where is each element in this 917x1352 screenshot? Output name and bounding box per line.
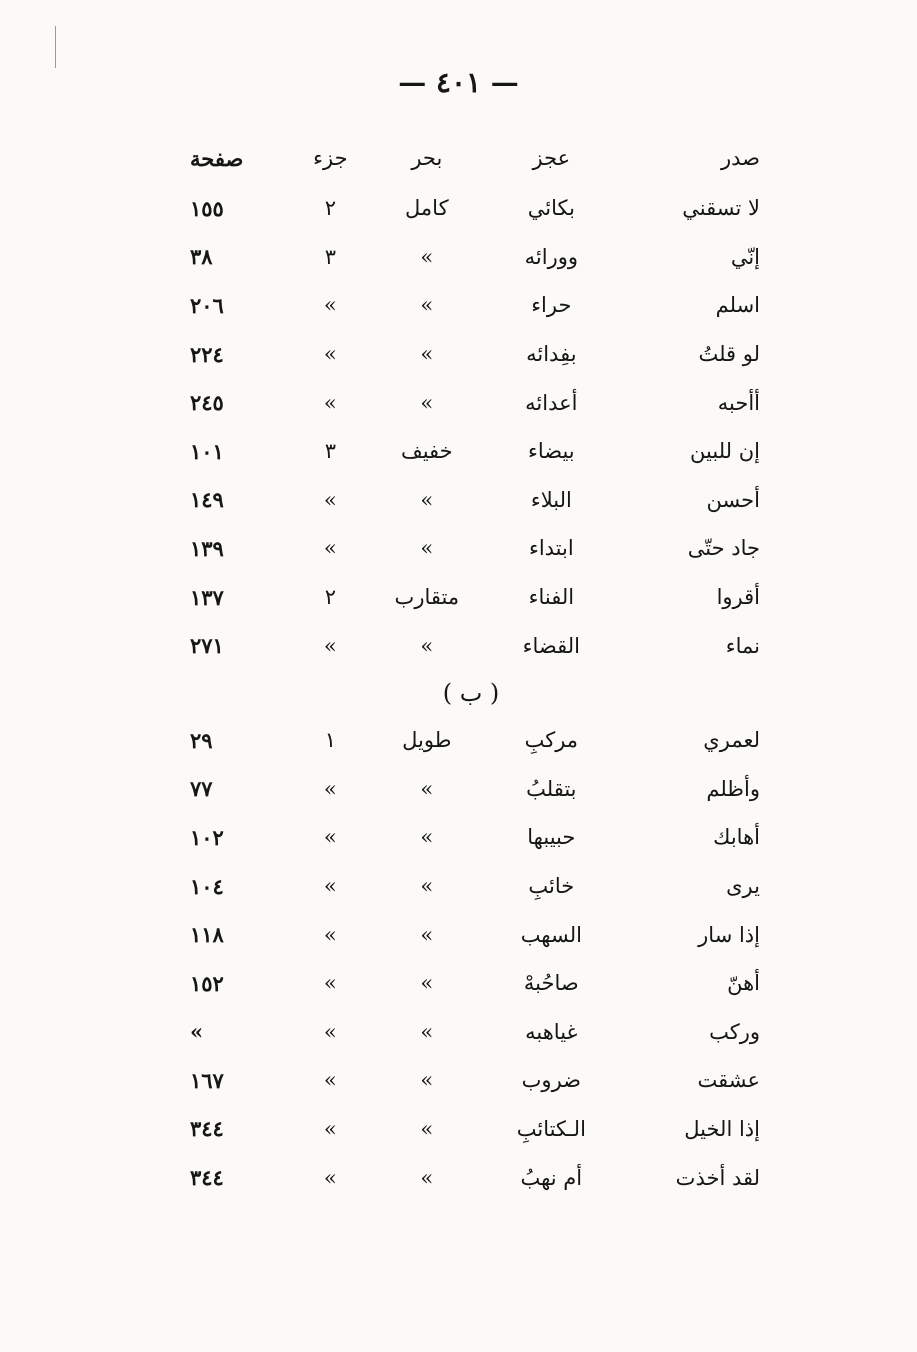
table-row	[162, 573, 780, 622]
cell-ajz: أم نهبُ	[520, 1165, 583, 1190]
cell-ajz: مركبِ	[524, 728, 579, 753]
cell-page: ١٦٧	[190, 1067, 224, 1093]
cell-ajz: ابتداء	[528, 536, 574, 561]
table-row	[162, 1153, 780, 1202]
table-row	[162, 281, 780, 330]
cell-sadr: إن للبين	[690, 439, 760, 464]
cell-juz: »	[323, 922, 337, 947]
cell-sadr: لو قلتُ	[698, 342, 760, 367]
header-row	[162, 132, 780, 184]
cell-juz: »	[323, 536, 337, 561]
cell-sadr: لعمري	[703, 728, 760, 753]
cell-bahr: طويل	[402, 728, 452, 753]
table-row	[162, 524, 780, 573]
cell-ajz: بكائي	[527, 196, 575, 221]
cell-page: ٣٤٤	[190, 1165, 224, 1191]
table-row	[162, 427, 780, 476]
section-heading: ( ب )	[442, 678, 500, 707]
cell-sadr: وركب	[709, 1019, 760, 1044]
cell-bahr: »	[420, 536, 434, 561]
header-sadr: صدر	[721, 146, 760, 170]
table-row	[162, 621, 780, 670]
margin-mark	[55, 26, 56, 68]
verse-index-table	[162, 132, 780, 1202]
header-bahr: بحر	[411, 146, 443, 170]
cell-page: ٢٠٦	[190, 292, 224, 318]
cell-juz: »	[323, 633, 337, 658]
table-row	[162, 378, 780, 427]
cell-bahr: »	[420, 633, 434, 658]
cell-page: ١٥٢	[190, 970, 224, 996]
cell-bahr: »	[420, 1165, 434, 1190]
cell-juz: »	[323, 390, 337, 415]
cell-juz: »	[323, 971, 337, 996]
cell-juz: »	[323, 1068, 337, 1093]
cell-page: ١١٨	[190, 922, 224, 948]
cell-page: ١٠١	[190, 438, 224, 464]
cell-ajz: غياهبه	[525, 1019, 578, 1044]
cell-sadr: أهنّ	[727, 971, 760, 996]
cell-ajz: ضروب	[521, 1068, 581, 1093]
cell-juz: »	[323, 874, 337, 899]
cell-juz: ٣	[324, 244, 336, 269]
header-page: صفحة	[190, 145, 244, 171]
cell-page: ٢٤٥	[190, 390, 224, 416]
cell-bahr: متقارب	[394, 585, 460, 610]
cell-page: ٢٩	[190, 727, 213, 753]
cell-sadr: لا تسقني	[682, 196, 760, 221]
cell-bahr: »	[420, 825, 434, 850]
cell-page: ١٣٩	[190, 535, 224, 561]
cell-bahr: »	[420, 1019, 434, 1044]
cell-sadr: جاد حتّى	[687, 536, 760, 561]
header-ajz: عجز	[532, 146, 571, 170]
cell-sadr: أهابك	[713, 825, 760, 850]
cell-sadr: إنّي	[730, 244, 760, 269]
cell-ajz: وورائه	[524, 244, 579, 269]
cell-page: ٣٤٤	[190, 1116, 224, 1142]
cell-page: ٧٧	[190, 776, 213, 802]
table-row	[162, 813, 780, 862]
cell-page: ٢٢٤	[190, 341, 224, 367]
table-row	[162, 1056, 780, 1105]
table-row	[162, 1105, 780, 1154]
header-juz: جزء	[313, 146, 348, 170]
cell-juz: »	[323, 342, 337, 367]
cell-ajz: الـكتائبِ	[516, 1116, 586, 1141]
cell-bahr: »	[420, 922, 434, 947]
cell-bahr: »	[420, 776, 434, 801]
cell-juz: ١	[324, 728, 336, 753]
cell-juz: »	[323, 825, 337, 850]
cell-bahr: خفيف	[400, 439, 453, 464]
cell-page: ٢٧١	[190, 633, 224, 659]
cell-juz: »	[323, 293, 337, 318]
cell-ajz: بتقلبُ	[526, 776, 577, 801]
cell-ajz: حراء	[531, 293, 572, 318]
cell-page: ١٥٥	[190, 195, 224, 221]
cell-juz: »	[323, 1165, 337, 1190]
cell-juz: ٣	[324, 439, 336, 464]
cell-sadr: عشقت	[697, 1068, 760, 1093]
cell-bahr: »	[420, 874, 434, 899]
cell-page: ١٠٤	[190, 873, 224, 899]
cell-sadr: نماء	[725, 633, 760, 658]
cell-page: ١٤٩	[190, 487, 224, 513]
cell-juz: »	[323, 1019, 337, 1044]
cell-bahr: »	[420, 487, 434, 512]
cell-sadr: يرى	[726, 874, 760, 899]
cell-bahr: »	[420, 244, 434, 269]
table-row	[162, 910, 780, 959]
table-row	[162, 765, 780, 814]
cell-ajz: بيضاء	[527, 439, 575, 464]
cell-bahr: »	[420, 293, 434, 318]
cell-ajz: حبيبها	[527, 825, 576, 850]
cell-bahr: »	[420, 971, 434, 996]
cell-ajz: أعدائه	[525, 390, 578, 415]
cell-juz: »	[323, 487, 337, 512]
cell-ajz: خائبِ	[528, 874, 575, 899]
cell-bahr: »	[420, 390, 434, 415]
cell-sadr: أقروا	[716, 585, 760, 610]
cell-ajz: صاحُبهْ	[523, 971, 579, 996]
cell-page: »	[190, 1019, 204, 1045]
cell-page: ١٠٢	[190, 824, 224, 850]
table-row	[162, 476, 780, 525]
table-row	[162, 330, 780, 379]
cell-juz: »	[323, 1116, 337, 1141]
table-row	[162, 184, 780, 233]
cell-bahr: »	[420, 342, 434, 367]
table-row	[162, 233, 780, 282]
cell-ajz: الفناء	[528, 585, 575, 610]
cell-ajz: السهب	[520, 922, 582, 947]
cell-sadr: إذا الخيل	[684, 1116, 760, 1141]
cell-juz: ٢	[324, 585, 336, 610]
cell-sadr: إذا سار	[698, 922, 760, 947]
table-row	[162, 1008, 780, 1057]
page-number: — ٤٠١ —	[398, 66, 519, 99]
cell-sadr: لقد أخذت	[675, 1165, 760, 1190]
section-heading-row	[162, 670, 780, 716]
cell-bahr: »	[420, 1068, 434, 1093]
cell-page: ٣٨	[190, 244, 213, 270]
cell-sadr: أحسن	[706, 487, 760, 512]
table-row	[162, 716, 780, 765]
cell-ajz: القضاء	[522, 633, 580, 658]
cell-ajz: البلاء	[530, 487, 572, 512]
cell-page: ١٣٧	[190, 584, 224, 610]
table-row	[162, 862, 780, 911]
cell-sadr: وأظلم	[706, 776, 760, 801]
cell-juz: »	[323, 776, 337, 801]
cell-sadr: أأحبه	[717, 390, 760, 415]
cell-juz: ٢	[324, 196, 336, 221]
cell-bahr: كامل	[405, 196, 449, 221]
table-row	[162, 959, 780, 1008]
cell-bahr: »	[420, 1116, 434, 1141]
cell-sadr: اسلم	[715, 293, 760, 318]
cell-ajz: بفِدائه	[526, 342, 577, 367]
